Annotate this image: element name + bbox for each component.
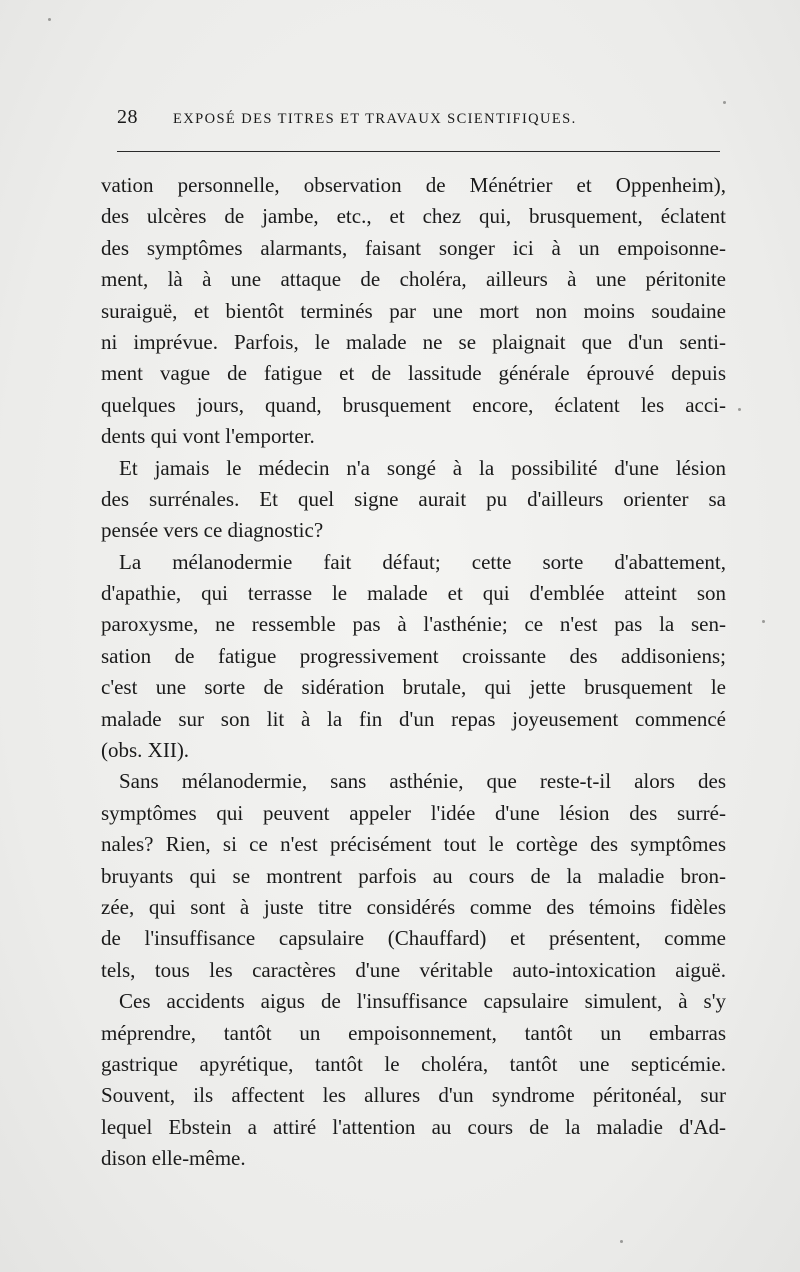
text-line: La mélanodermie fait défaut; cette sorte d'abattement, xyxy=(119,549,726,574)
text-line: nales? Rien, si ce n'est précisément tout le cortège des symptômes xyxy=(101,832,726,857)
text-line: Ces accidents aigus de l'insuffisance capsulaire simulent, à s'y xyxy=(119,989,726,1014)
paper-speck xyxy=(723,101,726,104)
text-line: paroxysme, ne ressemble pas à l'asthénie; ce n'est pas la sen- xyxy=(101,612,726,637)
text-line: d'apathie, qui terrasse le malade et qui d'emblée atteint son xyxy=(101,581,726,606)
text-line: vation personnelle, observation de Ménétrier et Oppenheim), xyxy=(101,173,726,197)
text-line: zée, qui sont à juste titre considérés comme des témoins fidèles xyxy=(101,894,726,919)
text-line: ment, là à une attaque de choléra, ailleurs à une péritonite xyxy=(101,267,726,292)
text-line: sation de fatigue progressivement croissante des addisoniens; xyxy=(101,643,726,668)
text-line: Sans mélanodermie, sans asthénie, que reste-t-il alors des xyxy=(119,769,726,794)
running-header xyxy=(117,106,720,136)
paper-speck xyxy=(620,1240,623,1243)
text-line: dison elle-même. xyxy=(101,1146,246,1171)
text-line: (obs. XII). xyxy=(101,738,190,763)
text-line: tels, tous les caractères d'une véritable auto-intoxication aiguë. xyxy=(101,957,726,982)
paper-speck xyxy=(48,18,51,21)
text-line: bruyants qui se montrent parfois au cours de la maladie bron- xyxy=(101,863,726,888)
paper-speck xyxy=(738,408,741,411)
text-line: symptômes qui peuvent appeler l'idée d'une lésion des surré- xyxy=(101,800,726,825)
text-line: dents qui vont l'emporter. xyxy=(101,424,315,449)
text-line: des surrénales. Et quel signe aurait pu d'ailleurs orienter sa xyxy=(101,486,726,511)
page-number: 28 xyxy=(117,106,138,128)
text-line: des symptômes alarmants, faisant songer ici à un empoisonne- xyxy=(101,235,726,260)
text-line: suraiguë, et bientôt terminés par une mort non moins soudaine xyxy=(101,298,726,323)
text-line: Souvent, ils affectent les allures d'un syndrome péritonéal, sur xyxy=(101,1083,726,1108)
text-line: malade sur son lit à la fin d'un repas joyeusement commencé xyxy=(101,706,726,731)
text-line: lequel Ebstein a attiré l'attention au cours de la maladie d'Ad- xyxy=(101,1114,726,1139)
text-line: méprendre, tantôt un empoisonnement, tantôt un embarras xyxy=(101,1020,726,1045)
text-line: ment vague de fatigue et de lassitude générale éprouvé depuis xyxy=(101,361,726,386)
text-line: gastrique apyrétique, tantôt le choléra, tantôt une septicémie. xyxy=(101,1051,726,1076)
paper-speck xyxy=(762,620,765,623)
text-line: quelques jours, quand, brusquement encore, éclatent les acci- xyxy=(101,392,726,417)
header-rule xyxy=(117,151,720,152)
text-line: Et jamais le médecin n'a songé à la possibilité d'une lésion xyxy=(119,455,726,480)
text-line: des ulcères de jambe, etc., et chez qui, brusquement, éclatent xyxy=(101,204,726,229)
running-title: EXPOSÉ DES TITRES ET TRAVAUX SCIENTIFIQUES. xyxy=(173,111,577,127)
body-text xyxy=(101,170,726,1175)
text-line: ni imprévue. Parfois, le malade ne se plaignait que d'un senti- xyxy=(101,329,726,354)
text-line: de l'insuffisance capsulaire (Chauffard) et présentent, comme xyxy=(101,926,726,951)
text-line: pensée vers ce diagnostic? xyxy=(101,518,324,543)
text-line: c'est une sorte de sidération brutale, qui jette brusquement le xyxy=(101,675,726,700)
